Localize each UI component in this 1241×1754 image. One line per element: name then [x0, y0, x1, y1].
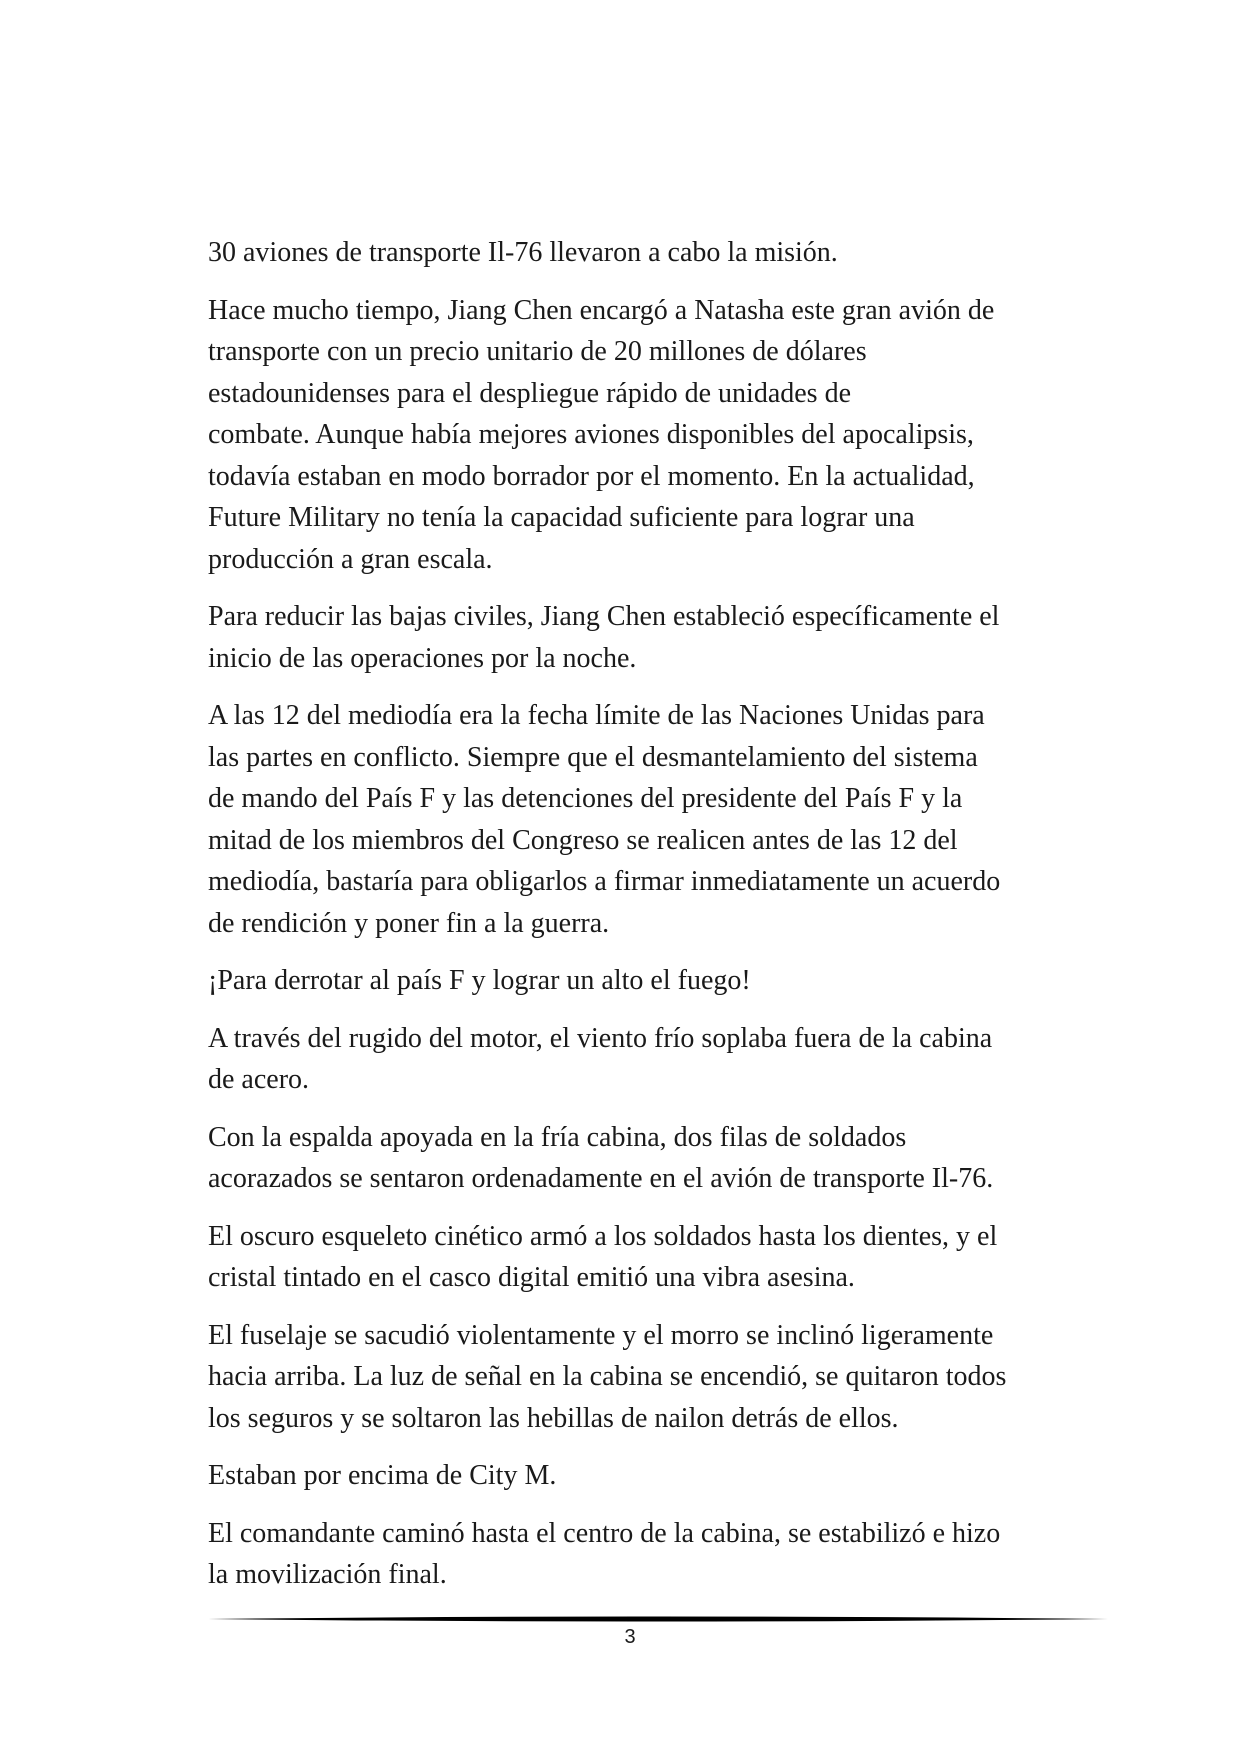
- paragraph: 30 aviones de transporte Il-76 llevaron a cabo la misión.: [208, 237, 838, 268]
- paragraph: Hace mucho tiempo, Jiang Chen encargó a Natasha este gran avión de transporte con un precio unitario de 20 millones de dólares estadounidenses para el despliegue rápido de unidades de combate. Aunque había mejores aviones disponibles del apocalipsis, todavía estaban en modo borrador por el momento. En la actualidad, Future Military no tenía la capacidad suficiente para lograr una producción a gran escala.: [208, 294, 995, 575]
- paragraph: El comandante caminó hasta el centro de la cabina, se estabilizó e hizo la movilización final.: [208, 1517, 1001, 1590]
- footer-divider-stroke: [208, 1617, 1108, 1622]
- paragraph: ¡Para derrotar al país F y lograr un alto el fuego!: [208, 965, 751, 996]
- page-number: 3: [624, 1626, 636, 1648]
- paragraph: El oscuro esqueleto cinético armó a los soldados hasta los dientes, y el cristal tintado en el casco digital emitió una vibra asesina.: [208, 1220, 998, 1293]
- paragraph: Para reducir las bajas civiles, Jiang Chen estableció específicamente el inicio de las operaciones por la noche.: [208, 601, 1000, 674]
- paragraph: A las 12 del mediodía era la fecha límite de las Naciones Unidas para las partes en conflicto. Siempre que el desmantelamiento del sistema de mando del País F y las detenciones del presidente del País F y la mitad de los miembros del Congreso se realicen antes de las 12 del mediodía, bastaría para obligarlos a firmar inmediatamente un acuerdo de rendición y poner fin a la guerra.: [208, 700, 1001, 939]
- body-text: [208, 232, 1068, 1612]
- footer-divider: [208, 1612, 1108, 1626]
- paragraph: Estaban por encima de City M.: [208, 1460, 557, 1491]
- paragraph: Con la espalda apoyada en la fría cabina, dos filas de soldados acorazados se sentaron ordenadamente en el avión de transporte Il-76.: [208, 1121, 994, 1194]
- paragraph: El fuselaje se sacudió violentamente y el morro se inclinó ligeramente hacia arriba. La luz de señal en la cabina se encendió, se quitaron todos los seguros y se soltaron las hebillas de nailon detrás de ellos.: [208, 1319, 1007, 1434]
- paragraph: A través del rugido del motor, el viento frío soplaba fuera de la cabina de acero.: [208, 1022, 993, 1095]
